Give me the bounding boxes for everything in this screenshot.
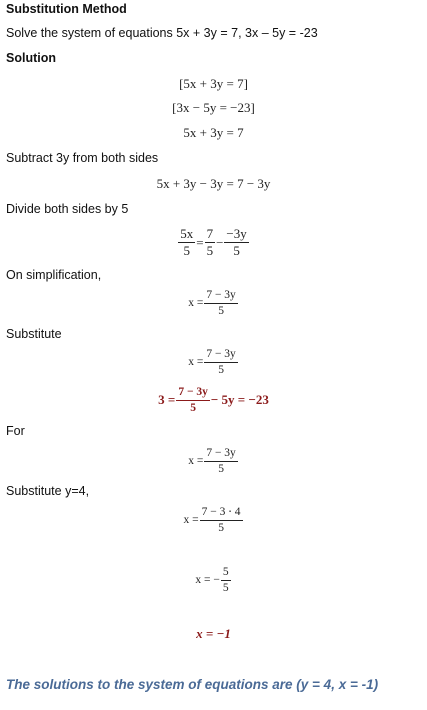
fraction-denominator: 5 bbox=[222, 581, 229, 594]
solution-heading: Solution bbox=[6, 51, 56, 65]
step-substitute-y-label: Substitute y=4, bbox=[6, 484, 90, 498]
equals-sign: = bbox=[196, 234, 204, 250]
x-equals: x = bbox=[183, 514, 199, 527]
fraction-denominator: 5 bbox=[190, 401, 196, 414]
fraction-denominator: 5 bbox=[218, 462, 224, 475]
step-substitute-y-equation bbox=[0, 506, 427, 534]
x-equals: x = bbox=[188, 297, 204, 310]
fraction-numerator: 7 − 3y bbox=[176, 386, 210, 401]
step-divide-equation bbox=[0, 226, 427, 259]
x-equals: x = bbox=[188, 455, 204, 468]
system-equation-2: [3x − 5y = −23] bbox=[172, 100, 255, 115]
frac-3y-num: −3y bbox=[224, 227, 248, 243]
x-equals-negative: x = − bbox=[195, 574, 220, 587]
system-equation-3: 5x + 3y = 7 bbox=[183, 125, 244, 140]
fraction-numerator: 7 − 3y bbox=[204, 289, 238, 304]
fraction-numerator: 5 bbox=[221, 566, 231, 581]
minus-sign: − bbox=[216, 234, 224, 250]
frac-7-num: 7 bbox=[205, 227, 216, 243]
step-for-label: For bbox=[6, 424, 25, 438]
x-equals: x = bbox=[188, 356, 204, 369]
page-title: Substitution Method bbox=[6, 2, 127, 16]
step-negative-fraction bbox=[0, 566, 427, 594]
fraction-numerator: 7 − 3y bbox=[204, 447, 238, 462]
substituted-equation-highlight bbox=[0, 386, 427, 414]
step-for-equation bbox=[0, 447, 427, 475]
step-subtract-equation: 5x + 3y − 3y = 7 − 3y bbox=[156, 176, 271, 191]
problem-statement: Solve the system of equations 5x + 3y = 7, 3x – 5y = -23 bbox=[6, 26, 318, 40]
fraction-numerator: 7 − 3y bbox=[204, 348, 238, 363]
fraction-denominator: 5 bbox=[218, 304, 224, 317]
frac-3y-den: 5 bbox=[233, 243, 240, 259]
step-simplify-label: On simplification, bbox=[6, 268, 102, 282]
frac-7-den: 5 bbox=[206, 243, 214, 259]
system-equation-1: [5x + 3y = 7] bbox=[179, 76, 248, 91]
step-simplify-equation bbox=[0, 289, 427, 317]
rhs-expression: − 5y = −23 bbox=[210, 392, 269, 408]
step-substitute-equation bbox=[0, 348, 427, 376]
step-substitute-label: Substitute bbox=[6, 327, 62, 341]
result-x: x = −1 bbox=[196, 626, 231, 641]
fraction-denominator: 5 bbox=[218, 521, 224, 534]
fraction-numerator: 7 − 3 ⋅ 4 bbox=[200, 506, 243, 521]
frac-5x-den: 5 bbox=[183, 243, 190, 259]
conclusion-text: The solutions to the system of equations are (y = 4, x = -1) bbox=[6, 677, 379, 692]
step-divide-label: Divide both sides by 5 bbox=[6, 202, 129, 216]
frac-5x-num: 5x bbox=[178, 227, 195, 243]
step-subtract-label: Subtract 3y from both sides bbox=[6, 151, 159, 165]
fraction-denominator: 5 bbox=[218, 363, 224, 376]
lhs-three-equals: 3 = bbox=[158, 392, 176, 408]
